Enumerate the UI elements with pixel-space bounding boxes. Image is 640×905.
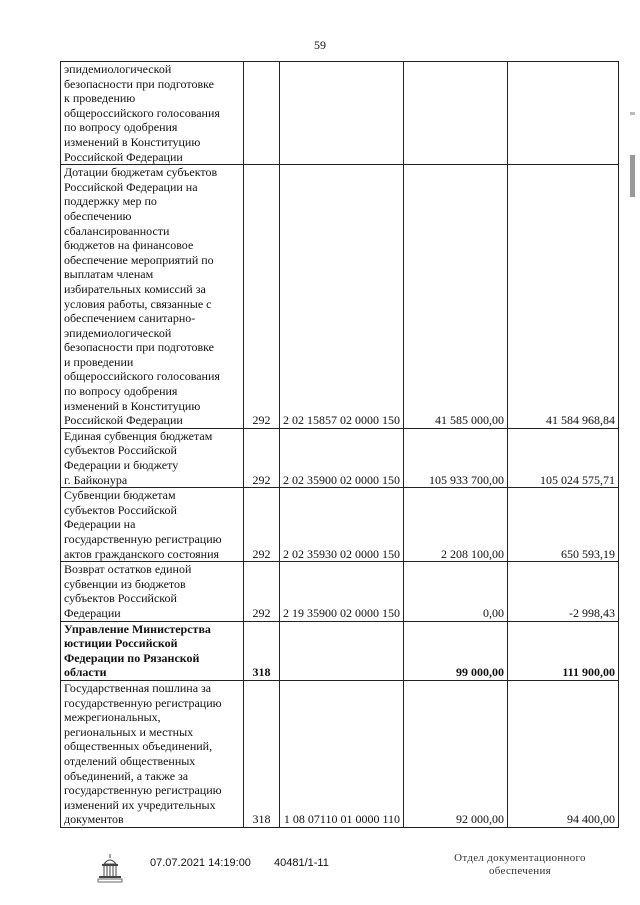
- row-executed-amount-cell: [508, 621, 619, 680]
- row-name: Государственная пошлина за государственную регистрацию межрегиональных, региональных и местных общественных объединений, отделений общественных объединений, а также за государственную регистрацию изменений их учредительных документов: [64, 680, 222, 827]
- row-executed-amount-cell: [508, 165, 619, 429]
- footer-document-number: 40481/1-11: [274, 857, 329, 869]
- row-admin-code: 292: [252, 413, 271, 428]
- table-body: [61, 62, 619, 828]
- table-row: [61, 62, 619, 165]
- scan-margin-mark: [630, 155, 635, 197]
- row-admin-code: 292: [252, 605, 271, 620]
- row-budget-code: 2 02 15857 02 0000 150: [283, 413, 400, 428]
- duma-building-icon: [96, 852, 124, 884]
- row-admin-code-cell: [244, 428, 280, 487]
- row-admin-code: 292: [252, 472, 271, 487]
- table-row: [61, 428, 619, 487]
- row-admin-code: 292: [252, 546, 271, 561]
- row-executed-amount: 94 400,00: [567, 812, 615, 827]
- row-planned-amount: 41 585 000,00: [435, 413, 504, 428]
- page-number: 59: [314, 38, 326, 52]
- row-admin-code-cell: [244, 62, 280, 165]
- row-planned-amount-cell: [404, 62, 508, 165]
- row-planned-amount-cell: [404, 621, 508, 680]
- row-name: Дотации бюджетам субъектов Российской Федерации на поддержку мер по обеспечению сбалансированности бюджетов на финансовое обеспечение мероприятий по выплатам членам избирательных комиссий за условия работы, связанные с обеспечением санитарно- эпидемиологической безопасности при подготовке и проведении общероссийского голосования по вопросу одобрения изменений в Конституцию Российской Федерации: [64, 165, 220, 428]
- row-executed-amount-cell: [508, 680, 619, 827]
- row-name: Субвенции бюджетам субъектов Российской Федерации на государственную регистрацию актов гражданского состояния: [64, 488, 222, 561]
- row-budget-code-cell: [280, 680, 404, 827]
- footer: [0, 850, 640, 900]
- scan-margin-mark: [630, 112, 635, 115]
- row-planned-amount: 92 000,00: [456, 812, 504, 827]
- row-name: эпидемиологической безопасности при подготовке к проведению общероссийского голосования по вопросу одобрения изменений в Конституцию Российской Федерации: [64, 62, 220, 164]
- row-name-cell: [61, 165, 244, 429]
- row-planned-amount: 0,00: [483, 605, 504, 620]
- row-executed-amount: 111 900,00: [562, 665, 615, 680]
- row-budget-code-cell: [280, 62, 404, 165]
- row-name-cell: [61, 680, 244, 827]
- row-admin-code: 318: [252, 812, 271, 827]
- row-budget-code: 2 02 35930 02 0000 150: [283, 546, 400, 561]
- row-name: Управление Министерства юстиции Российской Федерации по Рязанской области: [64, 621, 211, 680]
- row-executed-amount-cell: [508, 428, 619, 487]
- row-budget-code-cell: [280, 621, 404, 680]
- row-planned-amount: 105 933 700,00: [429, 472, 504, 487]
- row-admin-code-cell: [244, 562, 280, 621]
- row-budget-code-cell: [280, 165, 404, 429]
- row-executed-amount-cell: [508, 62, 619, 165]
- row-budget-code: 2 02 35900 02 0000 150: [283, 472, 400, 487]
- row-executed-amount: 105 024 575,71: [540, 472, 615, 487]
- row-budget-code-cell: [280, 428, 404, 487]
- row-name-cell: [61, 621, 244, 680]
- table-row: [61, 165, 619, 429]
- footer-department-stamp: Отдел документационного обеспечения: [454, 852, 586, 877]
- row-admin-code-cell: [244, 488, 280, 562]
- row-name-cell: [61, 62, 244, 165]
- row-budget-code: 2 19 35900 02 0000 150: [283, 605, 400, 620]
- row-planned-amount: 2 208 100,00: [441, 546, 504, 561]
- row-executed-amount: -2 998,43: [569, 605, 615, 620]
- budget-table: [60, 61, 619, 828]
- row-name-cell: [61, 488, 244, 562]
- row-budget-code: 1 08 07110 01 0000 110: [283, 812, 400, 827]
- row-admin-code-cell: [244, 165, 280, 429]
- table-row: [61, 680, 619, 827]
- row-executed-amount-cell: [508, 562, 619, 621]
- table-row: [61, 621, 619, 680]
- row-planned-amount-cell: [404, 165, 508, 429]
- row-budget-code-cell: [280, 562, 404, 621]
- row-executed-amount-cell: [508, 488, 619, 562]
- row-name-cell: [61, 428, 244, 487]
- row-budget-code-cell: [280, 488, 404, 562]
- row-name-cell: [61, 562, 244, 621]
- row-name: Единая субвенция бюджетам субъектов Российской Федерации и бюджету г. Байконура: [64, 428, 213, 487]
- row-name: Возврат остатков единой субвенции из бюджетов субъектов Российской Федерации: [64, 562, 192, 620]
- row-executed-amount: 650 593,19: [561, 546, 615, 561]
- row-admin-code-cell: [244, 680, 280, 827]
- row-admin-code: 318: [252, 665, 271, 680]
- row-admin-code-cell: [244, 621, 280, 680]
- row-planned-amount-cell: [404, 488, 508, 562]
- footer-date: 07.07.2021 14:19:00: [150, 857, 251, 869]
- row-planned-amount-cell: [404, 428, 508, 487]
- row-planned-amount: 99 000,00: [456, 665, 504, 680]
- row-planned-amount-cell: [404, 562, 508, 621]
- row-planned-amount-cell: [404, 680, 508, 827]
- table-row: [61, 562, 619, 621]
- row-executed-amount: 41 584 968,84: [546, 413, 615, 428]
- table-row: [61, 488, 619, 562]
